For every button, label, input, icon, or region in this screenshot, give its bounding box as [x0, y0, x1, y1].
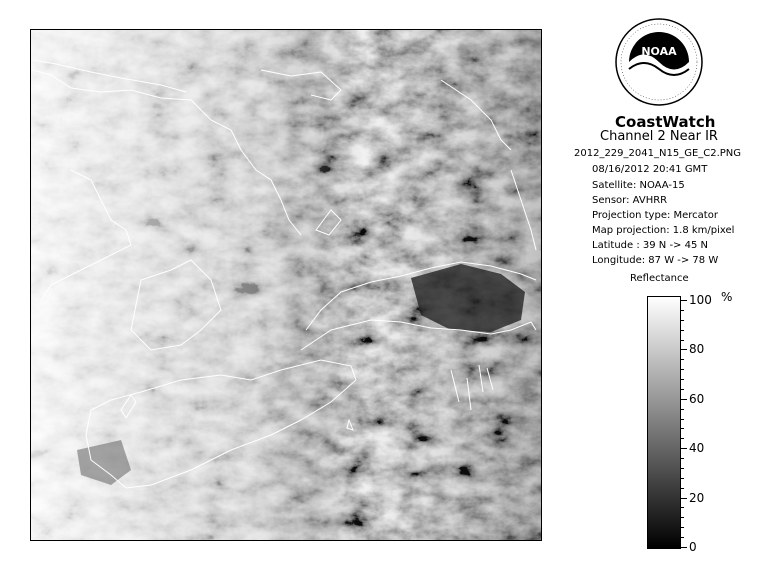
colorbar-tick-label: 0	[689, 540, 697, 554]
logo-center-text: NOAA	[641, 45, 677, 58]
noaa-logo-icon	[614, 17, 704, 107]
colorbar-minor-tick	[681, 349, 684, 350]
colorbar-minor-tick	[681, 468, 684, 469]
colorbar-minor-tick	[681, 448, 684, 449]
colorbar-minor-tick	[681, 498, 684, 499]
colorbar-minor-tick	[681, 537, 684, 538]
map-projection-label: Map projection: 1.8 km/pixel	[592, 225, 735, 236]
colorbar-minor-tick	[681, 527, 684, 528]
colorbar-minor-tick	[681, 517, 684, 518]
colorbar-minor-tick	[681, 547, 684, 548]
colorbar-minor-tick	[681, 330, 684, 331]
colorbar-minor-tick	[681, 419, 684, 420]
colorbar-minor-tick	[681, 310, 684, 311]
sidebar-title: CoastWatch	[615, 113, 716, 131]
colorbar-minor-tick	[681, 320, 684, 321]
colorbar-minor-tick	[681, 369, 684, 370]
datetime-label: 08/16/2012 20:41 GMT	[592, 164, 708, 175]
colorbar-minor-tick	[681, 458, 684, 459]
colorbar-minor-tick	[681, 428, 684, 429]
satellite-label: Satellite: NOAA-15	[592, 180, 685, 191]
colorbar-minor-tick	[681, 359, 684, 360]
sidebar-subtitle: Channel 2 Near IR	[600, 129, 718, 144]
filename-label: 2012_229_2041_N15_GE_C2.PNG	[574, 148, 742, 159]
colorbar-minor-tick	[681, 409, 684, 410]
colorbar-minor-tick	[681, 399, 684, 400]
colorbar-minor-tick	[681, 300, 684, 301]
colorbar-minor-tick	[681, 379, 684, 380]
colorbar-tick-label: 40	[689, 441, 705, 456]
colorbar-minor-tick	[681, 438, 684, 439]
colorbar-tick-label: 100	[689, 293, 712, 307]
colorbar-minor-tick	[681, 507, 684, 508]
colorbar-minor-tick	[681, 488, 684, 489]
colorbar-minor-tick	[681, 478, 684, 479]
unit-label: %	[721, 290, 733, 304]
colorbar-tick-label: 80	[689, 342, 705, 357]
colorbar-minor-tick	[681, 389, 684, 390]
satellite-map	[30, 29, 542, 541]
colorbar-minor-tick	[681, 340, 684, 341]
colorbar-tick-label: 60	[689, 391, 705, 406]
satellite-image	[31, 30, 541, 540]
reflectance-colorbar	[647, 296, 681, 549]
longitude-label: Longitude: 87 W -> 78 W	[592, 255, 719, 266]
noaa-logo	[614, 17, 704, 107]
colorbar-tick-label: 20	[689, 490, 705, 505]
latitude-label: Latitude : 39 N -> 45 N	[592, 240, 708, 251]
colorbar-label: Reflectance	[630, 273, 689, 284]
projection-type-label: Projection type: Mercator	[592, 210, 718, 221]
sensor-label: Sensor: AVHRR	[592, 195, 668, 206]
